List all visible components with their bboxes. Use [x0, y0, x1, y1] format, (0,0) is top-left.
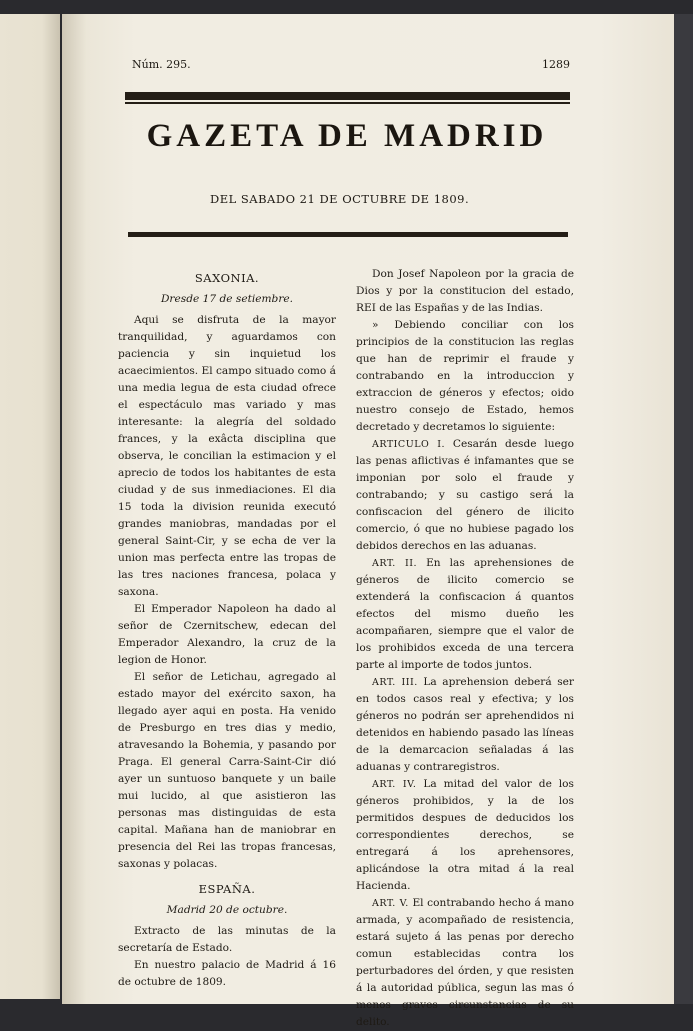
article-5 — [356, 895, 574, 1031]
article-label: ART. V. — [372, 898, 409, 909]
article-label: ART. III. — [372, 677, 418, 688]
section-heading-espana: ESPAÑA. — [198, 882, 256, 896]
article-3 — [356, 674, 574, 776]
background-edge — [674, 14, 693, 1004]
article-label: ART. II. — [372, 558, 418, 569]
right-column — [356, 266, 574, 1031]
dateline-madrid: Madrid 20 de octubre. — [166, 904, 288, 916]
paragraph: Aqui se disfruta de la mayor tranquilidad, y aguardamos con paciencia y sin inquietud los acaecimientos. El campo situado como á una media legua de esta ciudad ofrece el espectáculo mas variado y mas interesante: la alegría del soldado frances, y la exâcta disciplina que observa, le concilian la estimacion y el aprecio de todos los habitantes de esta ciudad y de sus inmediaciones. El dia 15 toda la division reunida executó grandes maniobras, mandadas por el general Saint-Cir, y se echa de ver la union mas perfecta entre las tropas de las tres naciones francesa, polaca y saxona. — [118, 314, 336, 598]
left-column — [118, 266, 336, 991]
paragraph: » Debiendo conciliar con los principios de la constitucion las reglas que han de reprimir el fraude y contrabando en la introduccion y extraccion de géneros y efectos; oido nuestro consejo de Estado, hemos decretado y decretamos lo siguiente: — [356, 319, 574, 433]
paragraph: El señor de Letichau, agregado al estado mayor del exército saxon, ha llegado ayer aqui en posta. Ha venido de Presburgo en tres dias y medio, atravesando la Bohemia, y pasando por Praga. El general Carra-Saint-Cir dió ayer un suntuoso banquete y un baile mui lucido, al que asistieron las personas mas distinguidas de esta capital. Mañana han de maniobrar en presencia del Rei las tropas francesas, saxonas y polacas. — [118, 671, 336, 870]
article-text: La mitad del valor de los géneros prohibidos, y la de los permitidos despues de deducidos los correspondientes derechos, se entregará á los aprehensores, aplicándose la otra mitad á la real Hacienda. — [356, 778, 574, 892]
top-rule — [125, 92, 570, 100]
header-rule — [128, 232, 568, 237]
paragraph: El Emperador Napoleon ha dado al señor de Czernitschew, edecan del Emperador Alexandro, la cruz de la legion de Honor. — [118, 603, 336, 666]
issue-number: Núm. 295. — [132, 58, 191, 71]
page-header-line — [132, 58, 570, 80]
page-number: 1289 — [542, 58, 570, 71]
paragraph: En nuestro palacio de Madrid á 16 de octubre de 1809. — [118, 959, 336, 988]
article-text: En las aprehensiones de géneros de ilicito comercio se extenderá la confiscacion á quantos efectos del mismo dueño les acompañaren, siempre que el valor de los prohibidos exceda de una tercera parte al importe de todos juntos. — [356, 557, 575, 671]
article-2 — [356, 555, 574, 674]
dateline-dresde: Dresde 17 de setiembre. — [160, 293, 294, 305]
paragraph: Extracto de las minutas de la secretaría de Estado. — [118, 925, 336, 954]
article-text: Cesarán desde luego las penas aflictivas é infamantes que se imponian por solo el fraude y contrabando; y su castigo será la confiscacion del género de ilicito comercio, ó que no hubiese pagado los debidos derechos en las aduanas. — [356, 438, 574, 552]
article-1 — [356, 436, 574, 555]
article-4 — [356, 776, 574, 895]
issue-date: DEL SABADO 21 DE OCTUBRE DE 1809. — [210, 192, 470, 206]
top-rule-thin — [125, 102, 570, 104]
masthead-title: GAZETA DE MADRID — [146, 118, 548, 154]
section-heading-saxonia: SAXONIA. — [194, 271, 260, 285]
article-label: ART. IV. — [372, 779, 417, 790]
paragraph: Don Josef Napoleon por la gracia de Dios y por la constitucion del estado, REI de las Españas y de las Indias. — [356, 268, 574, 314]
facing-page-edge — [0, 14, 60, 999]
article-text: La aprehension deberá ser en todos casos real y efectiva; y los géneros no podrán ser aprehendidos ni detenidos en habiendo pasado las líneas de la demarcacion señaladas á las aduanas y contraregistros. — [356, 676, 574, 773]
article-label: ARTICULO I. — [372, 439, 446, 450]
article-text: El contrabando hecho á mano armada, y acompañado de resistencia, estará sujeto á las penas por derecho comun establecidas contra los perturbadores del órden, y que resisten á la autoridad pública, segun las mas ó menos graves circunstancias de su delito. — [356, 897, 575, 1028]
